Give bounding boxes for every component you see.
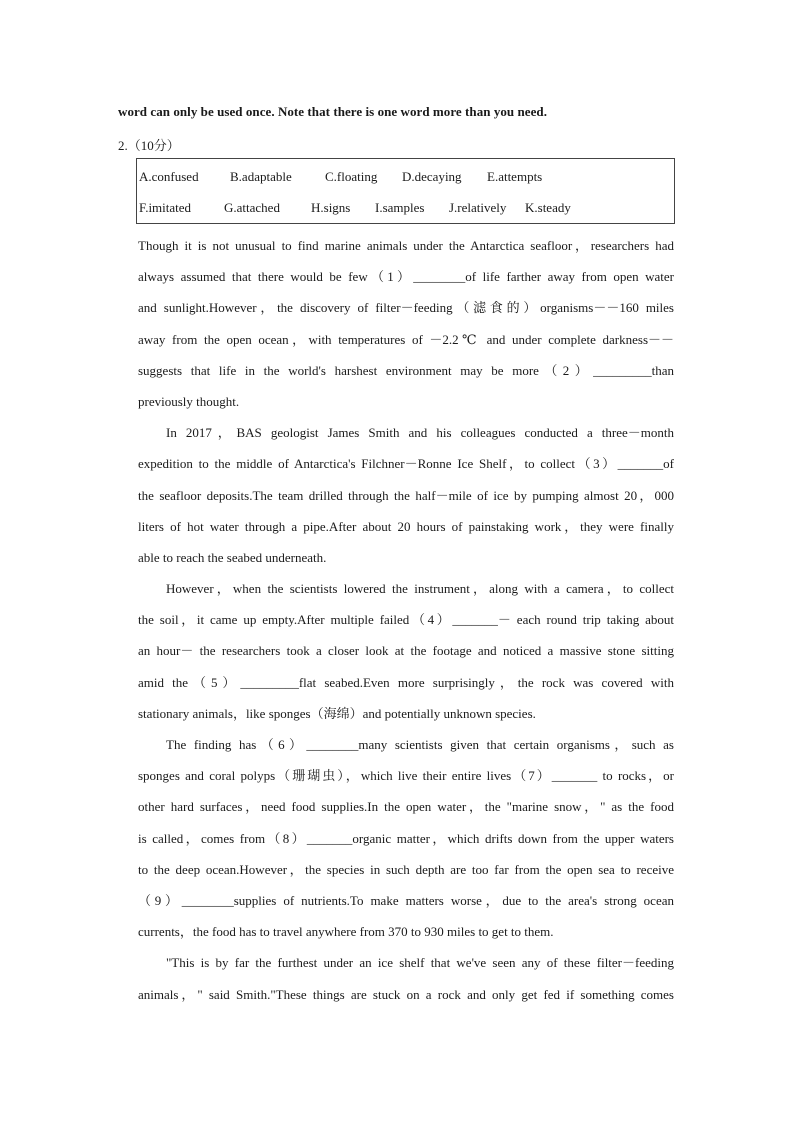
word-option: I.samples <box>375 200 425 215</box>
paragraph-3 <box>138 573 674 729</box>
passage-line: always assumed that there would be few（1）________of life farther away from open water <box>138 269 674 285</box>
passage-line: sponges and coral polyps（珊瑚虫），which live their entire lives（7）_______ to rocks，or <box>138 768 674 784</box>
passage-line: currents，the food has to travel anywhere from 370 to 930 miles to get to them. <box>138 924 554 940</box>
passage-line: an hour－ the researchers took a closer look at the footage and noticed a massive stone sitting <box>138 643 674 659</box>
passage-line: animals，" said Smith."These things are stuck on a rock and only get fed if something comes <box>138 986 674 1002</box>
paragraph-1 <box>138 230 674 417</box>
passage-line: the seafloor deposits.The team drilled through the half－mile of ice by pumping almost 20，000 <box>138 487 674 503</box>
passage-line: to the deep ocean.However，the species in such depth are too far from the open sea to receive <box>138 861 674 877</box>
word-option: J.relatively <box>449 200 507 215</box>
word-option: E.attempts <box>487 169 543 184</box>
passage-line: （9）________supplies of nutrients.To make matters worse，due to the area's strong ocean <box>138 892 674 908</box>
word-option: H.signs <box>311 200 351 215</box>
passage-line: is called，comes from（8）_______organic matter，which drifts down from the upper waters <box>138 830 674 846</box>
word-option: C.floating <box>325 169 378 184</box>
passage-line: able to reach the seabed underneath. <box>138 549 327 565</box>
word-option: B.adaptable <box>230 169 292 184</box>
word-option: A.confused <box>139 169 199 184</box>
passage-line: and sunlight.However，the discovery of filter－feeding（滤食的）organisms－－160 miles <box>138 300 674 316</box>
question-number: 2.（10分） <box>118 138 180 153</box>
passage-line: suggests that life in the world's harshest environment may be more（2）_________than <box>138 362 674 378</box>
word-option: F.imitated <box>139 200 192 215</box>
passage-line: expedition to the middle of Antarctica's Filchner－Ronne Ice Shelf，to collect（3）_______of <box>138 456 674 472</box>
paragraph-5 <box>138 947 674 1009</box>
passage-line: away from the open ocean，with temperatures of －2.2℃ and under complete darkness－－ <box>138 331 674 347</box>
word-option: G.attached <box>224 200 280 215</box>
paragraph-4 <box>138 729 674 947</box>
passage-line: Though it is not unusual to find marine animals under the Antarctica seafloor，researchers had <box>138 238 674 253</box>
passage-line: stationary animals，like sponges（海绵）and potentially unknown species. <box>138 705 536 721</box>
paragraph-2 <box>138 417 674 573</box>
passage-line: amid the（5）_________flat seabed.Even more surprisingly，the rock was covered with <box>138 674 674 690</box>
passage-line: the soil，it came up empty.After multiple failed（4）_______－ each round trip taking about <box>138 612 674 628</box>
passage-line: In 2017，BAS geologist James Smith and his colleagues conducted a three－month <box>166 425 674 441</box>
passage-line: other hard surfaces，need food supplies.In the open water，the "marine snow，" as the food <box>138 799 674 815</box>
passage-line: "This is by far the furthest under an ice shelf that we've seen any of these filter－feeding <box>166 955 674 971</box>
passage-line: previously thought. <box>138 393 240 409</box>
passage-line: The finding has（6）________many scientists given that certain organisms，such as <box>166 737 674 752</box>
word-bank-box <box>136 158 675 224</box>
instruction-text: word can only be used once. Note that there is one word more than you need. <box>118 104 548 119</box>
word-option: K.steady <box>525 200 571 215</box>
passage <box>138 230 674 1010</box>
passage-line: liters of hot water through a pipe.After about 20 hours of painstaking work，they were finally <box>138 518 674 534</box>
word-option: D.decaying <box>402 169 462 184</box>
passage-line: However，when the scientists lowered the instrument，along with a camera，to collect <box>166 581 674 597</box>
